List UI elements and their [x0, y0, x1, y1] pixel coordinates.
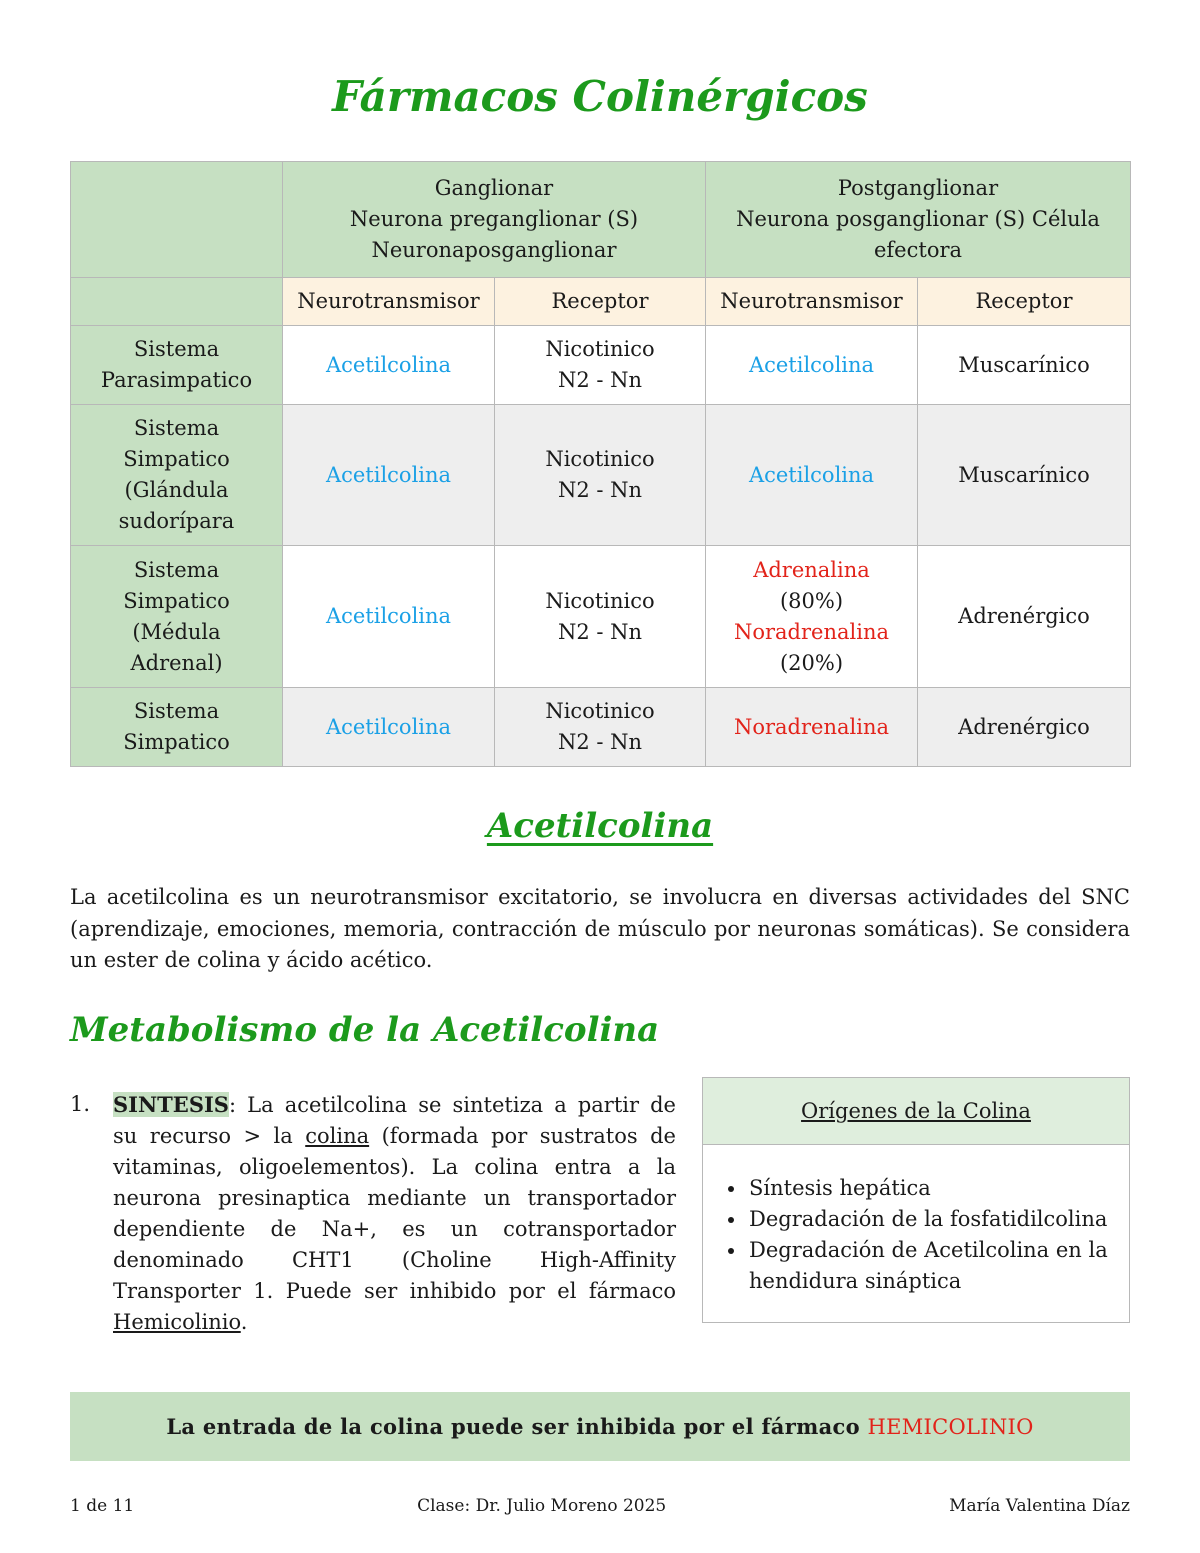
- post-neurotransmitter-cell: Adrenalina (80%) Noradrenalina (20%): [706, 546, 918, 688]
- author-name: María Valentina Díaz: [949, 1496, 1130, 1516]
- highlighted-label: SINTESIS: [113, 1092, 229, 1117]
- column-header: Neurotransmisor: [283, 278, 495, 326]
- page-footer: [70, 1496, 1130, 1516]
- ganglionar-header: Ganglionar Neurona preganglionar (S) Neuronaposganglionar: [283, 162, 706, 278]
- row-header-system: Sistema Simpatico (Glándula sudorípara: [71, 405, 283, 546]
- choline-origins-box: [702, 1077, 1130, 1323]
- post-receptor-cell: Adrenérgico: [918, 688, 1131, 767]
- list-item: • Síntesis hepática: [747, 1173, 1121, 1204]
- list-item: • Degradación de la fosfatidilcolina: [747, 1204, 1121, 1235]
- pre-neurotransmitter-cell: Acetilcolina: [283, 405, 495, 546]
- class-info: Clase: Dr. Julio Moreno 2025: [417, 1496, 667, 1516]
- page-title: Fármacos Colinérgicos: [332, 72, 868, 121]
- pre-neurotransmitter-cell: Acetilcolina: [283, 688, 495, 767]
- pre-receptor-cell: Nicotinico N2 - Nn: [495, 405, 706, 546]
- row-header-system: Sistema Simpatico: [71, 688, 283, 767]
- pre-neurotransmitter-cell: Acetilcolina: [283, 546, 495, 688]
- row-header-system: Sistema Parasimpatico: [71, 326, 283, 405]
- numbered-list-item: [70, 1089, 676, 1338]
- metabolismo-heading: Metabolismo de la Acetilcolina: [70, 1010, 660, 1050]
- table-row: [71, 326, 1131, 405]
- pre-receptor-cell: Nicotinico N2 - Nn: [495, 546, 706, 688]
- table-corner-cell: [71, 162, 283, 278]
- table-corner-cell: [71, 278, 283, 326]
- post-receptor-cell: Adrenérgico: [918, 546, 1131, 688]
- table-row: [71, 688, 1131, 767]
- column-header: Receptor: [495, 278, 706, 326]
- pre-neurotransmitter-cell: Acetilcolina: [283, 326, 495, 405]
- column-header: Receptor: [918, 278, 1131, 326]
- post-neurotransmitter-cell: Acetilcolina: [706, 326, 918, 405]
- page-number: 1 de 11: [70, 1496, 135, 1516]
- pre-receptor-cell: Nicotinico N2 - Nn: [495, 326, 706, 405]
- column-header: Neurotransmisor: [706, 278, 918, 326]
- list-item-text: SINTESIS: La acetilcolina se sintetiza a partir de su recurso > la colina (formada por sustratos de vitaminas, oligoelementos). La colina entra a la neurona presinaptica mediante un transportador dependiente de Na+, es un cotransportador denominado CHT1 (Choline High-Affinity Transporter 1. Puede ser inhibido por el fármaco Hemicolinio.: [113, 1092, 676, 1334]
- table-row: [71, 405, 1131, 546]
- table-row: [71, 546, 1131, 688]
- hemicolinio-term: Hemicolinio: [113, 1310, 241, 1334]
- post-neurotransmitter-cell: Noradrenalina: [706, 688, 918, 767]
- post-receptor-cell: Muscarínico: [918, 405, 1131, 546]
- pre-receptor-cell: Nicotinico N2 - Nn: [495, 688, 706, 767]
- post-receptor-cell: Muscarínico: [918, 326, 1131, 405]
- colina-term: colina: [305, 1124, 370, 1148]
- hemicolinio-highlight: HEMICOLINIO: [867, 1414, 1034, 1439]
- list-item: • Degradación de Acetilcolina en la hendidura sináptica: [747, 1235, 1121, 1297]
- post-neurotransmitter-cell: Acetilcolina: [706, 405, 918, 546]
- postganglionar-header: Postganglionar Neurona posganglionar (S) Célula efectora: [706, 162, 1131, 278]
- row-header-system: Sistema Simpatico (Médula Adrenal): [71, 546, 283, 688]
- inhibition-banner: La entrada de la colina puede ser inhibida por el fármaco HEMICOLINIO: [70, 1392, 1130, 1461]
- list-number: 1.: [70, 1092, 91, 1116]
- acetilcolina-paragraph: La acetilcolina es un neurotransmisor excitatorio, se involucra en diversas actividades del SNC (aprendizaje, emociones, memoria, contracción de músculo por neuronas somáticas). Se considera un ester de colina y ácido acético.: [70, 885, 1130, 972]
- neurotransmitter-table: [70, 161, 1131, 767]
- choline-origins-list: [703, 1145, 1129, 1297]
- acetilcolina-heading: Acetilcolina: [486, 806, 714, 846]
- choline-origins-title: Orígenes de la Colina: [703, 1078, 1129, 1145]
